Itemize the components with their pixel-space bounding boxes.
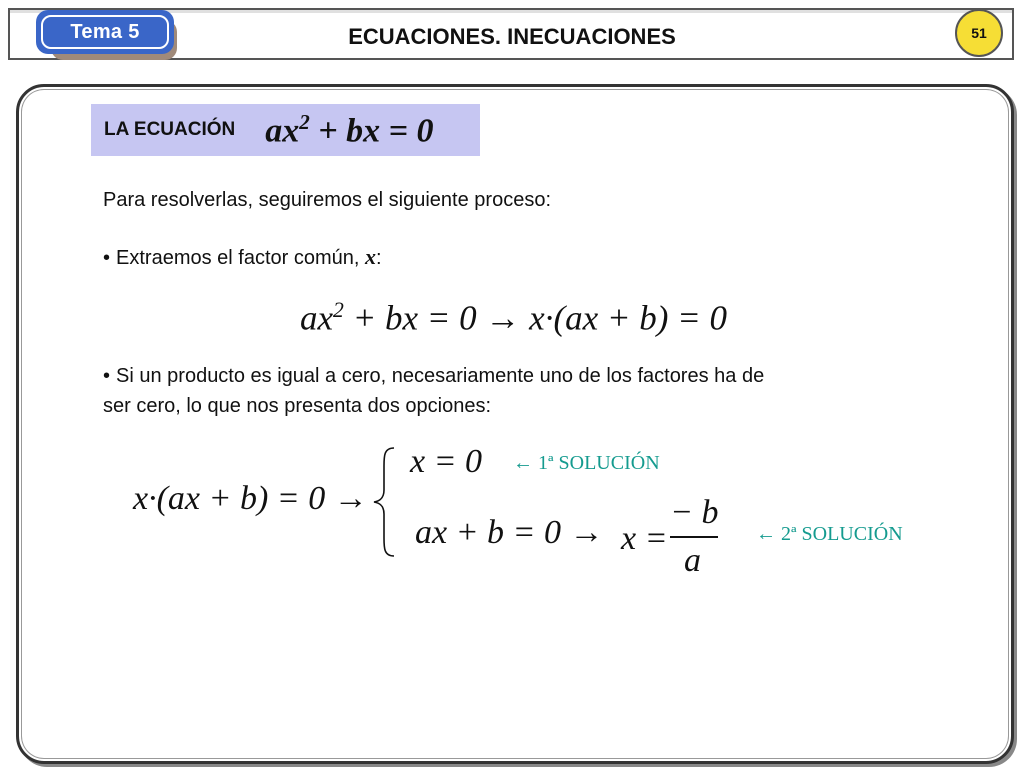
x-equals-text: x = — [621, 520, 668, 557]
left-brace-icon — [372, 446, 400, 558]
denominator-text: a — [684, 542, 701, 579]
section-equation-a: ax — [265, 112, 300, 150]
x-equals — [621, 520, 668, 558]
factored-equation — [300, 298, 727, 339]
step2-line2: ser cero, lo que nos presenta dos opciones: — [103, 395, 492, 417]
fraction-denominator — [684, 542, 701, 580]
solution-2-note: ← 2ª SOLUCIÓN — [756, 523, 903, 545]
factored-exponent: 2 — [333, 298, 344, 322]
section-label: LA ECUACIÓN — [104, 119, 236, 140]
fraction-bar — [670, 536, 718, 538]
step2-line1-text: Si un producto es igual a cero, necesariamente uno de los factores ha de — [116, 365, 765, 387]
factored-left-a: ax — [300, 298, 334, 338]
case1-text: x = 0 — [410, 443, 483, 480]
step1-bullet — [103, 243, 382, 272]
section-equation-rest: + bx = 0 — [309, 112, 434, 150]
fraction-numerator — [670, 494, 718, 532]
intro-text: Para resolverlas, seguiremos el siguiente proceso: — [103, 189, 551, 211]
topic-badge-label: Tema 5 — [41, 15, 169, 49]
step1-suffix: : — [376, 247, 382, 269]
section-label-box — [91, 104, 480, 156]
numerator-text: − b — [670, 494, 719, 531]
section-equation — [265, 110, 433, 150]
cases-lhs — [133, 480, 368, 518]
section-equation-exponent: 2 — [299, 109, 310, 134]
solution-1-note: ← 1ª SOLUCIÓN — [513, 452, 660, 474]
cases-lhs-text: x·(ax + b) = 0 → — [133, 480, 368, 517]
case1-equation — [410, 443, 482, 481]
step2-line1 — [103, 362, 764, 390]
page-number-badge: 51 — [955, 9, 1003, 57]
case2-equation — [415, 514, 603, 552]
factored-rest: + bx = 0 → x·(ax + b) = 0 — [343, 298, 728, 338]
page-title: ECUACIONES. INECUACIONES — [348, 24, 676, 49]
step1-text: Extraemos el factor común, — [116, 247, 365, 269]
case2-text: ax + b = 0 → — [415, 514, 604, 551]
step1-var: x — [365, 244, 376, 269]
